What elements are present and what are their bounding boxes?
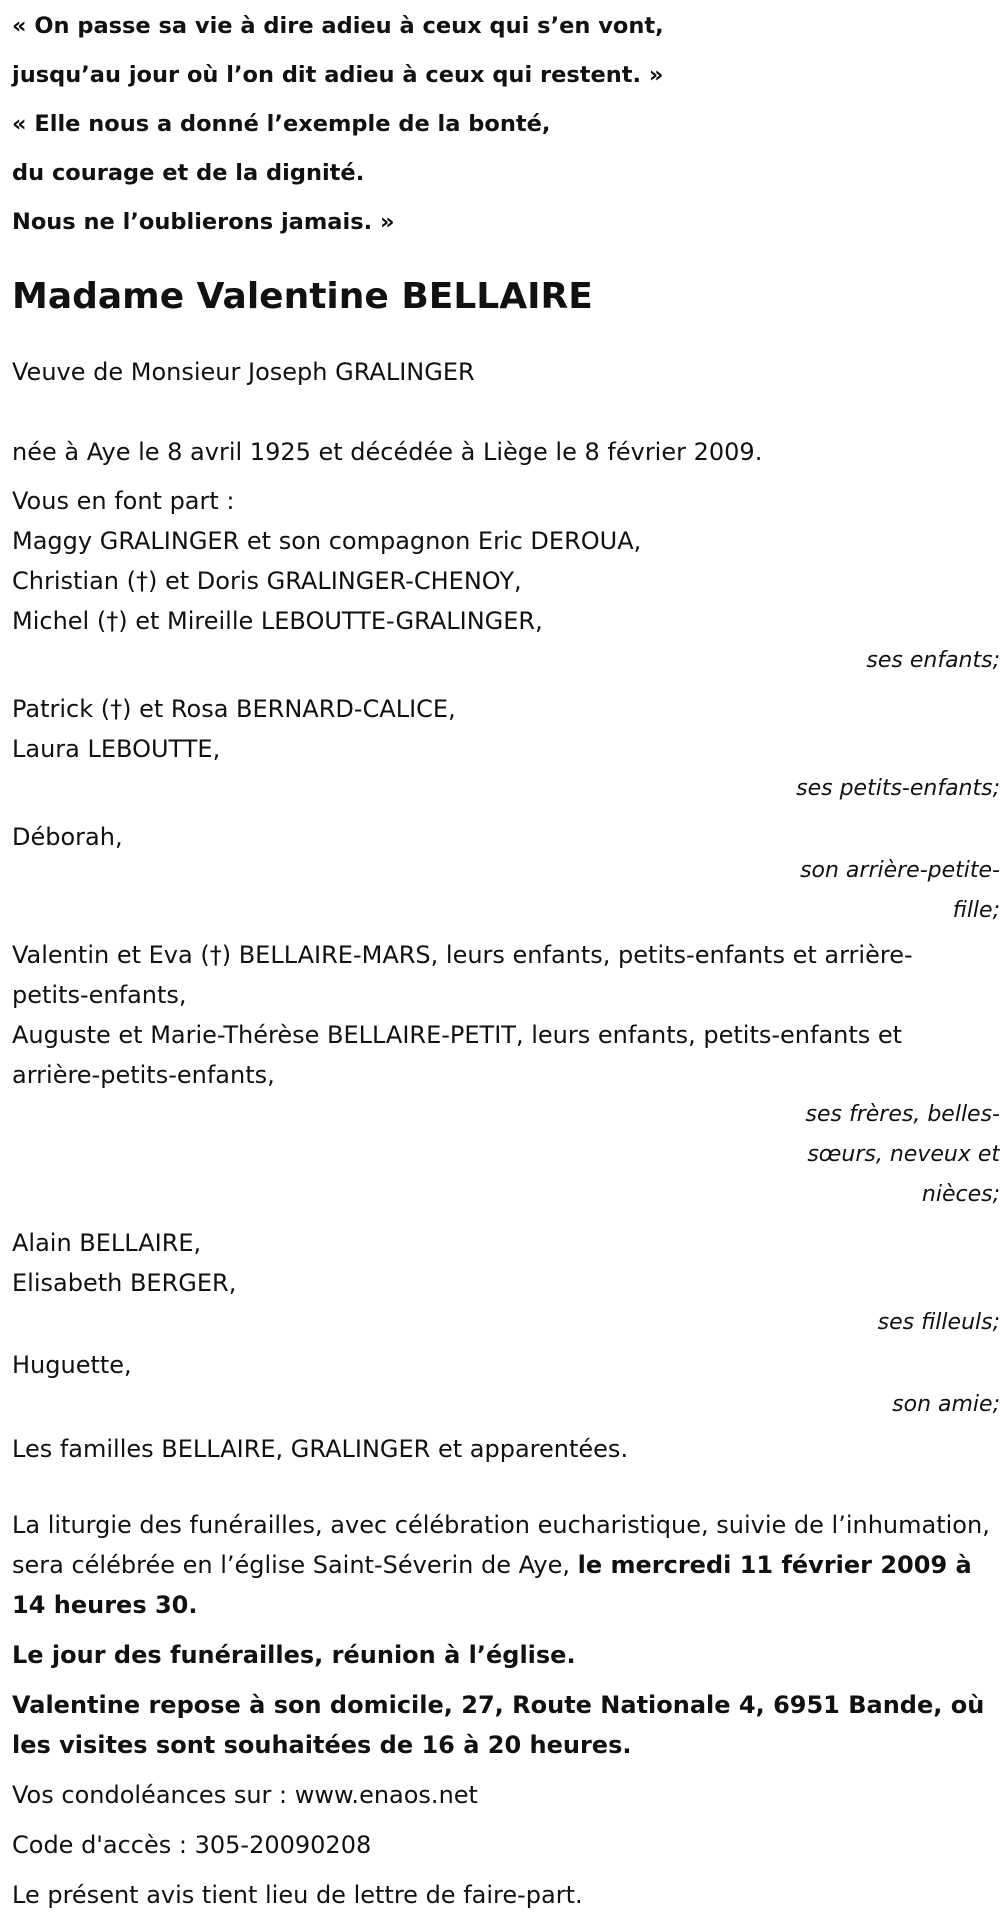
family-member-line: Huguette, [12, 1351, 132, 1379]
relation-label: sœurs, neveux et [807, 1142, 1000, 1167]
relation-label: nièces; [921, 1182, 1000, 1207]
families-line: Les familles BELLAIRE, GRALINGER et apparentées. [12, 1435, 629, 1463]
relation-label: ses enfants; [866, 648, 1000, 673]
spouse-line: Veuve de Monsieur Joseph GRALINGER [12, 358, 475, 386]
family-member-line: Déborah, [12, 823, 123, 851]
relation-label: ses petits-enfants; [796, 776, 1000, 801]
quote-line: Nous ne l’oublierons jamais. » [12, 209, 395, 235]
relation-label: son amie; [892, 1392, 1000, 1417]
family-member-line: Valentin et Eva (†) BELLAIRE-MARS, leurs enfants, petits-enfants et arrière-petits-enfants, [12, 941, 913, 1009]
liturgy-date: le mercredi 11 février 2009 à 14 heures 30. [12, 1551, 972, 1619]
quote-line: « On passe sa vie à dire adieu à ceux qui s’en vont, [12, 13, 664, 39]
relation-label: son arrière-petite- [800, 858, 1000, 883]
group-grandchildren [12, 689, 1000, 809]
liturgy-text: La liturgie des funérailles, avec célébration eucharistique, suivie de l’inhumation, sera célébrée en l’église Saint-Séverin de Aye, [12, 1511, 990, 1579]
relation-label: ses filleuls; [877, 1310, 1000, 1335]
family-member-line: Elisabeth BERGER, [12, 1269, 237, 1297]
group-children [12, 521, 1000, 681]
visits-paragraph: Valentine repose à son domicile, 27, Route Nationale 4, 6951 Bande, où les visites sont souhaitées de 16 à 20 heures. [12, 1691, 985, 1759]
announcement-intro: Vous en font part : [12, 487, 235, 515]
condolences-line: Vos condoléances sur : www.enaos.net [12, 1781, 478, 1809]
group-friend [12, 1345, 1000, 1425]
group-great-granddaughter [12, 817, 1000, 931]
quote-line: du courage et de la dignité. [12, 160, 365, 186]
relation-label: ses frères, belles- [805, 1102, 1000, 1127]
relation-label: fille; [952, 898, 1000, 923]
notice-line: Le présent avis tient lieu de lettre de faire-part. [12, 1881, 583, 1909]
birth-death-dates: née à Aye le 8 avril 1925 et décédée à Liège le 8 février 2009. [12, 438, 763, 466]
family-member-line: Christian (†) et Doris GRALINGER-CHENOY, [12, 567, 522, 595]
quote-line: jusqu’au jour où l’on dit adieu à ceux qui restent. » [12, 62, 664, 88]
liturgy-paragraph [12, 1505, 992, 1625]
family-member-line: Alain BELLAIRE, [12, 1229, 202, 1257]
group-godchildren [12, 1223, 1000, 1343]
quote-line: « Elle nous a donné l’exemple de la bonté, [12, 111, 551, 137]
access-code-line: Code d'accès : 305-20090208 [12, 1831, 372, 1859]
family-member-line: Maggy GRALINGER et son compagnon Eric DEROUA, [12, 527, 642, 555]
family-member-line: Michel (†) et Mireille LEBOUTTE-GRALINGER, [12, 607, 543, 635]
family-member-line: Auguste et Marie-Thérèse BELLAIRE-PETIT, leurs enfants, petits-enfants et arrière-petits-enfants, [12, 1021, 903, 1089]
quote-block [12, 0, 1000, 247]
family-member-line: Patrick (†) et Rosa BERNARD-CALICE, [12, 695, 456, 723]
family-member-line: Laura LEBOUTTE, [12, 735, 221, 763]
gathering-line: Le jour des funérailles, réunion à l’église. [12, 1641, 576, 1669]
deceased-name: Madame Valentine BELLAIRE [12, 276, 593, 317]
group-siblings [12, 935, 1000, 1215]
